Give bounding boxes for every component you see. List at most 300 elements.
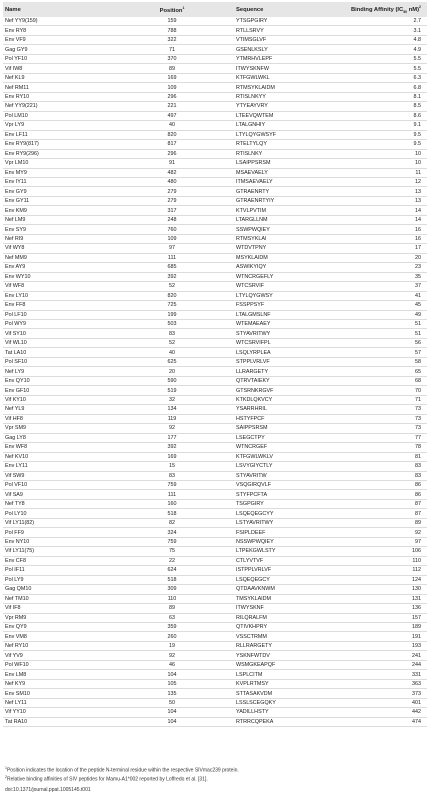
binding-affinity-cell: 92 <box>415 529 421 536</box>
binding-affinity-cell: 8.5 <box>413 103 421 110</box>
position-cell: 160 <box>167 501 177 508</box>
sequence-cell: RTISLNKYY <box>236 93 266 100</box>
table-row <box>3 424 427 433</box>
position-cell: 92 <box>169 425 175 432</box>
binding-affinity-cell: 35 <box>415 273 421 280</box>
position-cell: 370 <box>167 56 177 63</box>
position-cell: 519 <box>167 387 177 394</box>
peptide-name-cell: Nef RY10 <box>5 643 29 650</box>
table-row <box>3 481 427 490</box>
peptide-name-cell: Env FF8 <box>5 302 26 309</box>
table-row <box>3 282 427 291</box>
binding-affinity-cell: 363 <box>412 681 421 688</box>
position-cell: 15 <box>169 463 175 470</box>
table-row <box>3 178 427 187</box>
sequence-cell: KTFGWLWKL <box>236 75 270 82</box>
sequence-cell: STYAVRITWY <box>236 330 271 337</box>
table-row <box>3 680 427 689</box>
position-cell: 279 <box>167 198 177 205</box>
table-row <box>3 651 427 660</box>
binding-affinity-cell: 189 <box>412 624 421 631</box>
peptide-name-cell: Vif HF8 <box>5 415 23 422</box>
sequence-cell: LSSLSCEGQKY <box>236 699 276 706</box>
binding-affinity-cell: 130 <box>412 586 421 593</box>
sequence-cell: LSEGCTPY <box>236 434 265 441</box>
binding-affinity-cell: 86 <box>415 482 421 489</box>
sequence-cell: GTRAENRTYIY <box>236 198 275 205</box>
binding-affinity-cell: 41 <box>415 292 421 299</box>
binding-affinity-cell: 97 <box>415 539 421 546</box>
binding-affinity-cell: 5.5 <box>413 56 421 63</box>
table-row <box>3 566 427 575</box>
header-name: Name <box>5 6 21 13</box>
sequence-cell: ASWIKYIQY <box>236 264 267 271</box>
peptide-name-cell: Nef LY11 <box>5 699 27 706</box>
sequence-cell: KTKDLQKVCY <box>236 396 273 403</box>
binding-affinity-cell: 4.8 <box>413 37 421 44</box>
table-row <box>3 396 427 405</box>
peptide-name-cell: Pol YF10 <box>5 56 28 63</box>
table-row <box>3 689 427 698</box>
sequence-cell: LTEEVQWTEM <box>236 112 274 119</box>
table-row <box>3 320 427 329</box>
position-cell: 104 <box>167 709 177 716</box>
table-row <box>3 187 427 196</box>
table-row <box>3 708 427 717</box>
binding-affinity-cell: 70 <box>415 387 421 394</box>
sequence-cell: RLLRARGETY <box>236 643 272 650</box>
header-sequence: Sequence <box>236 6 264 13</box>
position-cell: 324 <box>167 529 177 536</box>
table-row <box>3 159 427 168</box>
binding-affinity-cell: 6.8 <box>413 84 421 91</box>
sequence-cell: LSVYGIYCTLY <box>236 463 273 470</box>
peptide-name-cell: Env GF10 <box>5 387 30 394</box>
position-cell: 177 <box>167 434 177 441</box>
position-cell: 134 <box>167 406 177 413</box>
sequence-cell: VSQGIRQVLF <box>236 482 272 489</box>
table-row <box>3 263 427 272</box>
sequence-cell: RTELTYLQY <box>236 141 267 148</box>
peptide-name-cell: Env SM10 <box>5 690 30 697</box>
sequence-cell: MSAEVAELY <box>236 169 268 176</box>
position-cell: 392 <box>167 273 177 280</box>
sequence-cell: LSQEQEGCY <box>236 576 270 583</box>
position-cell: 685 <box>167 264 177 271</box>
sequence-cell: GTRAENRTY <box>236 188 270 195</box>
peptide-name-cell: Pol LY9 <box>5 576 24 583</box>
binding-affinity-table <box>3 2 427 727</box>
table-row <box>3 670 427 679</box>
position-cell: 91 <box>169 160 175 167</box>
table-row <box>3 244 427 253</box>
sequence-cell: LSQEQEGCYY <box>236 510 274 517</box>
binding-affinity-cell: 157 <box>412 614 421 621</box>
position-cell: 104 <box>167 718 177 725</box>
table-row <box>3 699 427 708</box>
position-cell: 260 <box>167 633 177 640</box>
position-cell: 820 <box>167 131 177 138</box>
sequence-cell: YSKNFWTDV <box>236 652 270 659</box>
position-cell: 518 <box>167 510 177 517</box>
binding-affinity-cell: 3.1 <box>413 27 421 34</box>
peptide-name-cell: Env WF8 <box>5 444 28 451</box>
table-row <box>3 576 427 585</box>
table-row <box>3 131 427 140</box>
sequence-cell: RILQRALFM <box>236 614 267 621</box>
peptide-name-cell: Vpr LY9 <box>5 122 25 129</box>
sequence-cell: STYAVRITW <box>236 472 267 479</box>
peptide-name-cell: Pol WY9 <box>5 321 26 328</box>
peptide-name-cell: Env GY9 <box>5 188 27 195</box>
binding-affinity-cell: 244 <box>412 662 421 669</box>
peptide-name-cell: Vif YY10 <box>5 709 26 716</box>
sequence-cell: STPPLVRLVF <box>236 359 270 366</box>
binding-affinity-cell: 112 <box>412 567 421 574</box>
binding-affinity-cell: 474 <box>412 718 421 725</box>
table-row <box>3 93 427 102</box>
position-cell: 75 <box>169 548 175 555</box>
position-cell: 119 <box>167 415 177 422</box>
position-cell: 322 <box>167 37 177 44</box>
table-row <box>3 121 427 130</box>
position-cell: 817 <box>167 141 177 148</box>
binding-affinity-cell: 51 <box>415 321 421 328</box>
peptide-name-cell: Gag GY9 <box>5 46 28 53</box>
binding-affinity-cell: 56 <box>415 340 421 347</box>
peptide-name-cell: Nef YL9 <box>5 406 25 413</box>
table-row <box>3 585 427 594</box>
table-row <box>3 216 427 225</box>
binding-affinity-cell: 5.5 <box>413 65 421 72</box>
binding-affinity-cell: 193 <box>412 643 421 650</box>
binding-affinity-cell: 373 <box>412 690 421 697</box>
binding-affinity-cell: 136 <box>412 605 421 612</box>
table-body <box>3 17 427 727</box>
peptide-name-cell: Env LM8 <box>5 671 27 678</box>
sequence-cell: WSMGKEAPQF <box>236 662 276 669</box>
peptide-name-cell: Nef MM9 <box>5 254 27 261</box>
binding-affinity-cell: 65 <box>415 368 421 375</box>
position-cell: 52 <box>169 340 175 347</box>
table-row <box>3 150 427 159</box>
sequence-cell: ITWYSKNFW <box>236 65 269 72</box>
binding-affinity-cell: 241 <box>412 652 421 659</box>
peptide-name-cell: Vif SA9 <box>5 491 23 498</box>
position-cell: 104 <box>167 671 177 678</box>
table-row <box>3 500 427 509</box>
table-row <box>3 519 427 528</box>
sequence-cell: LTALGNHIY <box>236 122 266 129</box>
position-cell: 40 <box>169 122 175 129</box>
binding-affinity-cell: 14 <box>415 207 421 214</box>
table-row <box>3 528 427 537</box>
binding-affinity-cell: 87 <box>415 510 421 517</box>
table-row <box>3 311 427 320</box>
peptide-name-cell: Env RY9(296) <box>5 150 39 157</box>
sequence-cell: YADILLHSTY <box>236 709 269 716</box>
position-cell: 759 <box>167 482 177 489</box>
peptide-name-cell: Env NY10 <box>5 539 30 546</box>
sequence-cell: STYFPCFTA <box>236 491 268 498</box>
peptide-name-cell: Tat RA10 <box>5 718 28 725</box>
position-cell: 20 <box>169 368 175 375</box>
header-position: Position$^1$ <box>159 5 185 14</box>
binding-affinity-cell: 110 <box>412 557 421 564</box>
sequence-cell: RTMSYKLAI <box>236 236 267 243</box>
binding-affinity-cell: 2.7 <box>413 18 421 25</box>
table-row <box>3 348 427 357</box>
binding-affinity-cell: 73 <box>415 425 421 432</box>
binding-affinity-cell: 78 <box>415 444 421 451</box>
position-cell: 248 <box>167 217 177 224</box>
position-cell: 624 <box>167 567 177 574</box>
table-row <box>3 557 427 566</box>
table-row <box>3 642 427 651</box>
binding-affinity-cell: 6.3 <box>413 75 421 82</box>
peptide-name-cell: Pol WF10 <box>5 662 29 669</box>
position-cell: 22 <box>169 557 175 564</box>
peptide-name-cell: Pol FF9 <box>5 529 24 536</box>
sequence-cell: YTYEAYVRY <box>236 103 268 110</box>
position-cell: 497 <box>167 112 177 119</box>
table-row <box>3 36 427 45</box>
position-cell: 625 <box>167 359 177 366</box>
binding-affinity-cell: 51 <box>415 330 421 337</box>
table-row <box>3 83 427 92</box>
binding-affinity-cell: 45 <box>415 302 421 309</box>
peptide-name-cell: Vif WY8 <box>5 245 25 252</box>
table-row <box>3 604 427 613</box>
table-row <box>3 661 427 670</box>
table-row <box>3 614 427 623</box>
binding-affinity-cell: 57 <box>415 349 421 356</box>
position-cell: 32 <box>169 396 175 403</box>
peptide-name-cell: Env RY8 <box>5 27 27 34</box>
peptide-name-cell: Vif SW9 <box>5 472 25 479</box>
table-row <box>3 74 427 83</box>
position-cell: 105 <box>167 681 177 688</box>
position-cell: 169 <box>167 453 177 460</box>
table-row <box>3 197 427 206</box>
peptide-name-cell: Env SY9 <box>5 226 26 233</box>
sequence-cell: YSARRHRIL <box>236 406 267 413</box>
table-row <box>3 718 427 727</box>
peptide-name-cell: Env MY9 <box>5 169 27 176</box>
binding-affinity-cell: 16 <box>415 236 421 243</box>
table-header <box>3 2 427 17</box>
binding-affinity-cell: 13 <box>415 198 421 205</box>
table-row <box>3 112 427 121</box>
binding-affinity-cell: 10 <box>415 150 421 157</box>
position-cell: 109 <box>167 84 177 91</box>
table-row <box>3 254 427 263</box>
position-cell: 159 <box>167 18 177 25</box>
position-cell: 92 <box>169 652 175 659</box>
position-cell: 109 <box>167 236 177 243</box>
binding-affinity-cell: 73 <box>415 406 421 413</box>
binding-affinity-cell: 10 <box>415 160 421 167</box>
sequence-cell: LTALGMSLNF <box>236 311 271 318</box>
sequence-cell: MSYKLAIDM <box>236 254 268 261</box>
table-row <box>3 632 427 641</box>
position-cell: 296 <box>167 150 177 157</box>
peptide-name-cell: Vif YV9 <box>5 652 23 659</box>
sequence-cell: QTIVKHPRY <box>236 624 268 631</box>
peptide-name-cell: Env IY11 <box>5 179 27 186</box>
sequence-cell: RTRRCQPEKA <box>236 718 274 725</box>
position-cell: 46 <box>169 662 175 669</box>
peptide-name-cell: Nef YY9(221) <box>5 103 38 110</box>
table-row <box>3 140 427 149</box>
footnote-1: $^1$Position indicates the location of the peptide N-terminal residue within the respective SIVmac239 protein. <box>5 766 239 774</box>
peptide-name-cell: Vpr RM9 <box>5 614 27 621</box>
sequence-cell: LTARGLLNM <box>236 217 268 224</box>
sequence-cell: RTMSYKLAIDM <box>236 84 275 91</box>
position-cell: 590 <box>167 378 177 385</box>
footnote-2: $^2$Relative binding affinities of SIV peptides for Mamu-A1*002 reported by Loffredo et al. [31]. <box>5 775 208 783</box>
sequence-cell: YTSGPGIRY <box>236 18 268 25</box>
peptide-name-cell: Env RY9(817) <box>5 141 39 148</box>
peptide-name-cell: Env CF8 <box>5 557 26 564</box>
position-cell: 759 <box>167 539 177 546</box>
table-row <box>3 206 427 215</box>
sequence-cell: FSIPLDEEF <box>236 529 266 536</box>
peptide-name-cell: Nef RM11 <box>5 84 29 91</box>
sequence-cell: STTASAKVDM <box>236 690 273 697</box>
table-row <box>3 490 427 499</box>
binding-affinity-cell: 71 <box>415 396 421 403</box>
peptide-name-cell: Env LY10 <box>5 292 28 299</box>
sequence-cell: RTISLNKY <box>236 150 263 157</box>
peptide-name-cell: Nef YY9(159) <box>5 18 38 25</box>
sequence-cell: WTCSRVIFPL <box>236 340 271 347</box>
sequence-cell: KVPLRTMSY <box>236 681 269 688</box>
sequence-cell: LTYLQYGWSYF <box>236 131 277 138</box>
position-cell: 296 <box>167 93 177 100</box>
table-row <box>3 329 427 338</box>
table-row <box>3 102 427 111</box>
position-cell: 359 <box>167 624 177 631</box>
binding-affinity-cell: 16 <box>415 226 421 233</box>
sequence-cell: ITMSAEVAELY <box>236 179 273 186</box>
sequence-cell: HSTYFPCF <box>236 415 265 422</box>
peptide-name-cell: Pol LM10 <box>5 112 28 119</box>
table-row <box>3 472 427 481</box>
peptide-name-cell: Env RY10 <box>5 93 30 100</box>
peptide-name-cell: Env LY11 <box>5 463 28 470</box>
sequence-cell: LSPLCITM <box>236 671 263 678</box>
binding-affinity-cell: 17 <box>415 245 421 252</box>
peptide-name-cell: Env WY10 <box>5 273 31 280</box>
binding-affinity-cell: 106 <box>412 548 421 555</box>
table-row <box>3 434 427 443</box>
peptide-name-cell: Vif IW8 <box>5 65 23 72</box>
binding-affinity-cell: 4.9 <box>413 46 421 53</box>
table-row <box>3 547 427 556</box>
sequence-cell: VSSCTRMM <box>236 633 267 640</box>
peptide-name-cell: Nef LY9 <box>5 368 25 375</box>
peptide-name-cell: Env VF9 <box>5 37 26 44</box>
peptide-name-cell: Vif IF8 <box>5 605 21 612</box>
peptide-name-cell: Nef KL9 <box>5 75 25 82</box>
peptide-name-cell: Vpr SM9 <box>5 425 26 432</box>
sequence-cell: ISTPPLVRLVF <box>236 567 272 574</box>
position-cell: 63 <box>169 614 175 621</box>
position-cell: 482 <box>167 169 177 176</box>
peptide-name-cell: Env KM9 <box>5 207 27 214</box>
table-row <box>3 17 427 26</box>
sequence-cell: TMSYKLAIDM <box>236 595 272 602</box>
position-cell: 82 <box>169 520 175 527</box>
position-cell: 788 <box>167 27 177 34</box>
binding-affinity-cell: 124 <box>412 576 421 583</box>
binding-affinity-cell: 9.5 <box>413 141 421 148</box>
sequence-cell: SAIPPSRSM <box>236 425 268 432</box>
table-row <box>3 415 427 424</box>
table-row <box>3 405 427 414</box>
position-cell: 83 <box>169 472 175 479</box>
table-row <box>3 64 427 73</box>
table-row <box>3 462 427 471</box>
position-cell: 97 <box>169 245 175 252</box>
binding-affinity-cell: 9.1 <box>413 122 421 129</box>
table-row <box>3 301 427 310</box>
peptide-name-cell: Pol VF10 <box>5 482 28 489</box>
position-cell: 89 <box>169 65 175 72</box>
position-cell: 19 <box>169 643 175 650</box>
doi-text: doi:10.1371/journal.ppat.1005145.t001 <box>5 787 91 793</box>
sequence-cell: LTYLQYGWSY <box>236 292 273 299</box>
peptide-name-cell: Vif KY10 <box>5 396 26 403</box>
table-row <box>3 367 427 376</box>
binding-affinity-cell: 86 <box>415 491 421 498</box>
sequence-cell: GSENLKSLY <box>236 46 268 53</box>
peptide-name-cell: Vif WF8 <box>5 283 25 290</box>
binding-affinity-cell: 442 <box>412 709 421 716</box>
position-cell: 309 <box>167 586 177 593</box>
sequence-cell: NSSWPWQIEY <box>236 539 274 546</box>
sequence-cell: WTEMAEAEY <box>236 321 271 328</box>
table-row <box>3 292 427 301</box>
binding-affinity-cell: 20 <box>415 254 421 261</box>
binding-affinity-cell: 81 <box>415 453 421 460</box>
sequence-cell: LLRARGETY <box>236 368 269 375</box>
header-binding-affinity: Binding Affinity ($IC_{50}$ nM)$^2$ <box>350 4 421 15</box>
table-row <box>3 538 427 547</box>
peptide-name-cell: Tat LA10 <box>5 349 27 356</box>
sequence-cell: LTPEKGWLSTY <box>236 548 276 555</box>
peptide-name-cell: Env QY10 <box>5 378 30 385</box>
sequence-cell: YTMRHVLEPF <box>236 56 273 63</box>
position-cell: 279 <box>167 188 177 195</box>
position-cell: 111 <box>167 254 177 261</box>
position-cell: 199 <box>167 311 177 318</box>
position-cell: 110 <box>167 595 177 602</box>
peptide-name-cell: Env GY11 <box>5 198 30 205</box>
binding-affinity-cell: 73 <box>415 415 421 422</box>
binding-affinity-cell: 191 <box>412 633 421 640</box>
sequence-cell: QTRVTAIEKY <box>236 378 270 385</box>
sequence-cell: VTIMSGLVF <box>236 37 267 44</box>
peptide-name-cell: Env QY9 <box>5 624 27 631</box>
position-cell: 518 <box>167 576 177 583</box>
sequence-cell: WTCSRVIF <box>236 283 265 290</box>
table-row <box>3 358 427 367</box>
peptide-name-cell: Nef KV10 <box>5 453 29 460</box>
binding-affinity-cell: 77 <box>415 434 421 441</box>
peptide-name-cell: Env LF11 <box>5 131 28 138</box>
